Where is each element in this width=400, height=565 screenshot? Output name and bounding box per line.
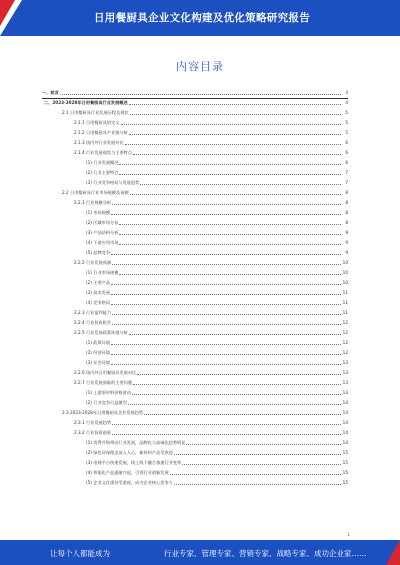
toc-entry[interactable]: [42, 438, 348, 448]
toc-entry[interactable]: [42, 338, 348, 348]
toc-entry-page: 11: [342, 290, 348, 295]
toc-entry[interactable]: [42, 298, 348, 308]
toc-entry[interactable]: [42, 458, 348, 468]
toc-divider: [42, 98, 348, 99]
toc-entry[interactable]: [42, 328, 348, 338]
toc-leader-dots: [119, 163, 341, 165]
toc-entry-label: 2.1.1 日用餐厨具的定义: [74, 120, 120, 125]
toc-entry-label: 二、2023-2028年日用餐厨具行业发展概述: [44, 100, 128, 105]
toc-entry-page: 4: [345, 100, 348, 105]
toc-entry[interactable]: [42, 198, 348, 208]
toc-leader-dots: [130, 113, 341, 115]
toc-entry-page: 10: [342, 270, 348, 275]
toc-entry-label: 2.2.2 行业发展预测: [74, 260, 112, 265]
toc-entry-page: 10: [342, 280, 348, 285]
toc-entry-page: 14: [342, 430, 348, 435]
toc-entry[interactable]: [42, 208, 348, 218]
toc-entry-page: 12: [342, 350, 348, 355]
toc-entry-label: 2.2.7 行业发展面临的主要问题: [74, 380, 133, 385]
toc-leader-dots: [119, 223, 341, 225]
toc-leader-dots: [112, 323, 341, 325]
toc-leader-dots: [186, 443, 341, 445]
toc-entry-page: 14: [342, 400, 348, 405]
toc-entry[interactable]: [42, 88, 348, 98]
toc-leader-dots: [129, 103, 341, 105]
toc-entry-label: 2.1.4 行业发展现状与主要特点: [74, 150, 133, 155]
toc-entry[interactable]: [42, 108, 348, 118]
toc-entry[interactable]: [42, 258, 348, 268]
toc-leader-dots: [170, 473, 341, 475]
toc-entry[interactable]: [42, 168, 348, 178]
toc-leader-dots: [112, 313, 341, 315]
toc-entry-label: (1) 政策环境: [86, 340, 111, 345]
toc-entry-label: (2) 经济环境: [86, 350, 111, 355]
toc-leader-dots: [111, 253, 341, 255]
toc-leader-dots: [133, 153, 341, 155]
toc-entry[interactable]: [42, 228, 348, 238]
toc-entry-label: (3) 产品结构分析: [86, 230, 119, 235]
toc-entry-label: (5) 品牌竞争: [86, 250, 111, 255]
toc-entry[interactable]: [42, 158, 348, 168]
toc-leader-dots: [111, 283, 341, 285]
toc-entry-label: (2) 行业主要特点: [86, 170, 119, 175]
toc-entry-page: 11: [342, 310, 348, 315]
toc-entry-page: 15: [342, 470, 348, 475]
toc-entry[interactable]: [42, 448, 348, 458]
toc-leader-dots: [130, 193, 341, 195]
toc-entry[interactable]: [42, 348, 348, 358]
toc-entry-page: 15: [342, 460, 348, 465]
toc-entry-label: (3) 社会环境: [86, 360, 111, 365]
toc-entry[interactable]: [42, 468, 348, 478]
toc-entry-page: 7: [345, 170, 348, 175]
toc-leader-dots: [182, 463, 341, 465]
toc-leader-dots: [128, 403, 341, 405]
toc-entry-page: 14: [342, 440, 348, 445]
toc-entry-page: 5: [345, 130, 348, 135]
report-title: 日用餐厨具企业文化构建及优化策略研究报告: [94, 12, 310, 24]
toc-entry[interactable]: [42, 418, 348, 428]
toc-leader-dots: [111, 353, 341, 355]
toc-entry-label: (1) 市场规模: [86, 210, 111, 215]
toc-entry-label: (2) 绿色环保理念深入人心，新材料产品受欢迎: [86, 450, 173, 455]
toc-leader-dots: [125, 143, 341, 145]
toc-entry-label: 2.3.1 行业发展趋势: [74, 420, 112, 425]
toc-entry-page: 13: [342, 370, 348, 375]
header-bar: [0, 0, 400, 36]
toc-entry[interactable]: [42, 218, 348, 228]
toc-entry[interactable]: [42, 398, 348, 408]
toc-leader-dots: [119, 173, 341, 175]
toc-entry-label: (2) 区域市场分布: [86, 220, 119, 225]
toc-entry[interactable]: [42, 248, 348, 258]
toc-leader-dots: [60, 93, 341, 95]
toc-entry-label: (1) 行业发展概况: [86, 160, 119, 165]
toc-entry-label: 2.2.6 国内外日用餐厨具发展对比: [74, 370, 137, 375]
toc-entry[interactable]: [42, 278, 348, 288]
toc-entry-label: 2.2.4 行业投资机会: [74, 320, 112, 325]
toc-entry-page: 11: [342, 300, 348, 305]
toc-entry-label: (2) 行业竞争日益激烈: [86, 400, 127, 405]
toc-leader-dots: [112, 423, 341, 425]
toc-entry-label: 2.1.3 国内外行业发展对比: [74, 140, 124, 145]
toc-entry[interactable]: [42, 178, 348, 188]
toc-entry-page: 8: [345, 220, 348, 225]
toc-entry-label: (3) 电商平台快速发展，线上线下融合加速行业变革: [86, 460, 182, 465]
toc-entry-label: 2.3.2 行业投资前景: [74, 430, 112, 435]
toc-entry-label: 2.2.1 行业规模分析: [74, 200, 112, 205]
toc-entry[interactable]: [42, 288, 348, 298]
toc-heading: 内容目录: [176, 60, 224, 73]
footer-red-triangle: [386, 540, 400, 565]
toc-entry-page: 9: [345, 230, 348, 235]
toc-entry-label: (3) 行业竞争格局与发展趋势: [86, 180, 140, 185]
toc-leader-dots: [121, 123, 342, 125]
toc-leader-dots: [174, 453, 341, 455]
toc-entry-page: 14: [342, 420, 348, 425]
toc-entry-label: (5) 企业文化建设受重视，成为企业核心竞争力: [86, 480, 173, 485]
toc-entry-label: (4) 下游应用市场: [86, 240, 119, 245]
toc-leader-dots: [129, 133, 341, 135]
toc-leader-dots: [137, 373, 341, 375]
toc-entry-label: (3) 技术发展: [86, 290, 111, 295]
toc-entry[interactable]: [42, 118, 348, 128]
toc-leader-dots: [132, 393, 341, 395]
toc-entry-label: 2.1.2 日用餐厨具产业链分析: [74, 130, 128, 135]
toc-leader-dots: [119, 233, 341, 235]
toc-entry[interactable]: [42, 308, 348, 318]
toc-leader-dots: [112, 433, 341, 435]
toc-leader-dots: [133, 383, 341, 385]
toc-entry-page: 12: [342, 340, 348, 345]
toc-leader-dots: [140, 183, 341, 185]
footer-bar: [0, 540, 400, 565]
toc-entry[interactable]: [42, 268, 348, 278]
toc-entry-page: 6: [345, 150, 348, 155]
footer-slogan-right: 行业专家、管理专家、营销专家、战略专家、成功企业家……: [164, 549, 367, 558]
toc-leader-dots: [119, 243, 341, 245]
toc-leader-dots: [111, 343, 341, 345]
toc-entry-label: 2.2.5 行业发展政策环境分析: [74, 330, 128, 335]
toc-entry-label: 2.3 2023-2028年日用餐厨具企业发展趋势: [62, 410, 144, 415]
toc-entry-label: (1) 行业市场规模: [86, 270, 119, 275]
toc-entry[interactable]: [42, 368, 348, 378]
toc-entry-page: 8: [345, 210, 348, 215]
toc-entry[interactable]: [42, 238, 348, 248]
header-red-triangle: [0, 0, 15, 26]
toc-entry-label: (4) 竞争格局: [86, 300, 111, 305]
toc-entry-label: 2.1 日用餐厨具行业发展历程及现状: [62, 110, 129, 115]
toc-entry-page: 13: [342, 360, 348, 365]
toc-entry[interactable]: [42, 138, 348, 148]
toc-entry[interactable]: [42, 408, 348, 418]
toc-entry-page: 9: [345, 240, 348, 245]
toc-entry[interactable]: [42, 388, 348, 398]
toc-entry-page: 14: [342, 410, 348, 415]
toc-entry-page: 8: [345, 190, 348, 195]
toc-entry-page: 9: [345, 250, 348, 255]
toc-leader-dots: [112, 263, 341, 265]
toc-entry[interactable]: [42, 98, 348, 108]
toc-entry-page: 10: [342, 260, 348, 265]
toc-leader-dots: [119, 273, 341, 275]
toc-entry-label: (2) 主要产品: [86, 280, 111, 285]
toc-entry-page: 7: [345, 180, 348, 185]
toc-entry-page: 6: [345, 140, 348, 145]
toc-entry-label: (1) 上游原材料价格波动: [86, 390, 131, 395]
toc-entry[interactable]: [42, 378, 348, 388]
toc-leader-dots: [174, 483, 341, 485]
toc-entry-page: 8: [345, 200, 348, 205]
table-of-contents: [42, 88, 348, 488]
toc-entry-page: 13: [342, 380, 348, 385]
toc-leader-dots: [111, 213, 341, 215]
toc-entry-page: 15: [342, 450, 348, 455]
toc-entry[interactable]: [42, 318, 348, 328]
toc-entry[interactable]: [42, 188, 348, 198]
toc-leader-dots: [111, 293, 341, 295]
toc-entry[interactable]: [42, 148, 348, 158]
toc-entry-page: 13: [342, 390, 348, 395]
toc-leader-dots: [111, 363, 341, 365]
toc-entry[interactable]: [42, 128, 348, 138]
toc-entry-label: 一、前言: [42, 90, 59, 95]
toc-leader-dots: [129, 333, 341, 335]
toc-entry-label: (4) 智能化产品逐渐兴起，引领行业创新发展: [86, 470, 169, 475]
footer-slogan-left: 让每个人都能成为: [50, 549, 110, 558]
toc-entry-label: 2.2 日用餐厨具行业市场规模及预测: [62, 190, 129, 195]
toc-entry-page: 5: [345, 110, 348, 115]
toc-entry-page: 4: [345, 90, 348, 95]
toc-entry-label: (1) 消费升级带动行业发展，品牌化与高端化趋势明显: [86, 440, 186, 445]
toc-entry-page: 5: [345, 120, 348, 125]
toc-entry-page: 12: [342, 330, 348, 335]
toc-entry[interactable]: [42, 478, 348, 488]
toc-leader-dots: [112, 203, 341, 205]
toc-entry-page: 12: [342, 320, 348, 325]
toc-entry-page: 6: [345, 160, 348, 165]
toc-entry-page: 15: [342, 480, 348, 485]
toc-leader-dots: [144, 413, 341, 415]
toc-entry-label: 2.2.3 行业盈利能力: [74, 310, 112, 315]
page-number: 1: [347, 532, 350, 537]
toc-leader-dots: [111, 303, 341, 305]
toc-entry[interactable]: [42, 358, 348, 368]
toc-entry[interactable]: [42, 428, 348, 438]
